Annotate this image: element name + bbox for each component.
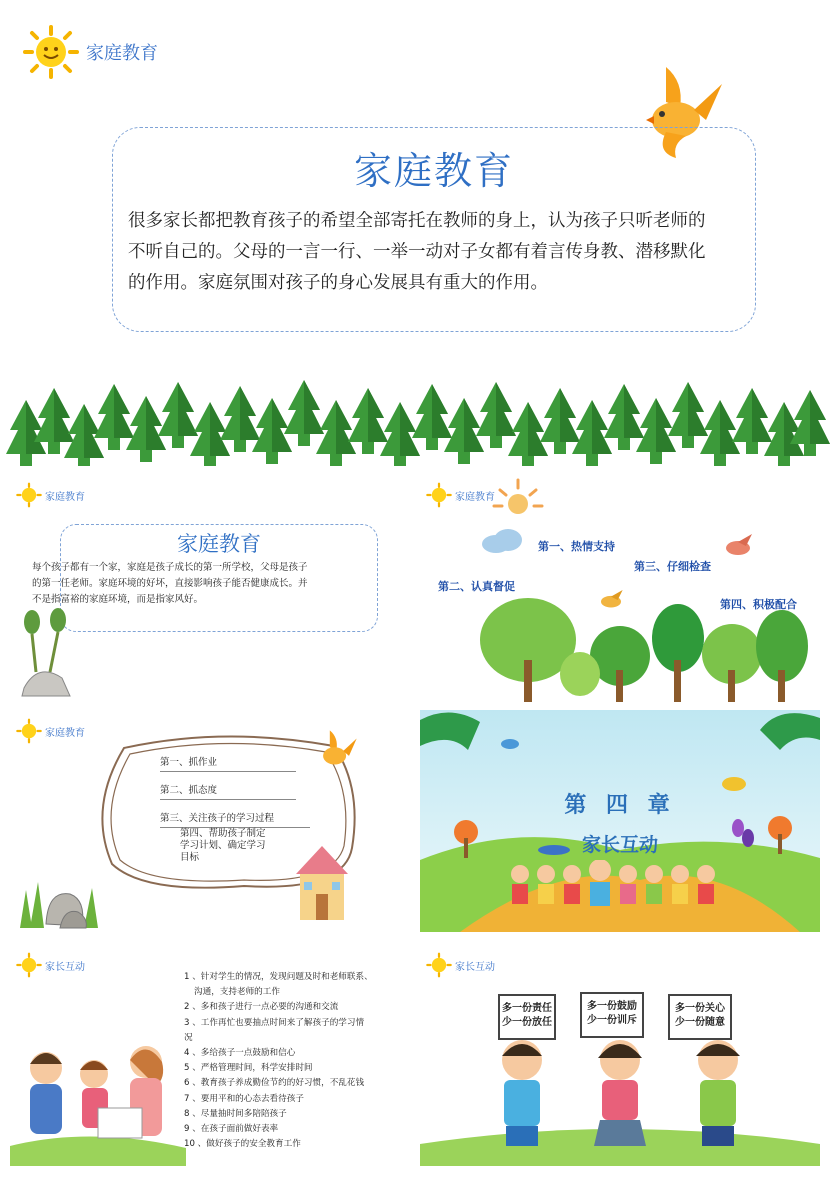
logo-text: 家庭教育 — [45, 727, 85, 739]
sign-3 — [668, 994, 732, 1040]
sun-icon — [22, 24, 80, 80]
logo-text: 家长互动 — [45, 961, 85, 973]
slide-parent-interaction-list — [10, 944, 407, 1166]
sign-line: 多一份关心 — [675, 1003, 725, 1014]
study-item-2: 第二、抓态度 — [160, 782, 296, 800]
sign-2 — [580, 992, 644, 1038]
study-item-4-line: 学习计划、确定学习 — [180, 840, 266, 851]
sign-line: 少一份训斥 — [587, 1015, 637, 1026]
bird-icon — [314, 728, 360, 776]
plant-rock-icon — [14, 592, 84, 702]
point-3: 第三、仔细检查 — [634, 560, 711, 573]
slide-logo — [16, 718, 85, 744]
study-item-4 — [180, 828, 266, 864]
advice-line: 6 、教育孩子养成勤俭节约的好习惯，不乱花钱 — [184, 1078, 365, 1089]
slide-title: 家庭教育 — [177, 532, 261, 556]
sun-icon — [426, 952, 452, 978]
main-body-line: 很多家长都把教育孩子的希望全部寄托在教师的身上，认为孩子只听老师的 — [128, 211, 706, 231]
chapter-title: 第 四 章 — [564, 793, 676, 818]
logo-text: 家庭教育 — [45, 491, 85, 503]
sun-icon — [16, 482, 42, 508]
body-line: 不是指富裕的家庭环境，而是指家风好。 — [32, 594, 204, 605]
study-item-4-line: 目标 — [180, 852, 200, 863]
main-logo — [22, 24, 158, 80]
sun-icon — [16, 718, 42, 744]
sign-line: 少一份放任 — [502, 1017, 552, 1028]
advice-line: 3 、工作再忙也要抽点时间来了解孩子的学习情 — [184, 1017, 365, 1028]
slide-body — [32, 560, 382, 608]
sign-line: 多一份鼓励 — [587, 1001, 637, 1012]
point-4: 第四、积极配合 — [720, 598, 797, 611]
slide-logo — [426, 952, 495, 978]
house-icon — [290, 840, 354, 924]
main-body-line: 不听自己的。父母的一言一行、一举一动对子女都有着言传身教、潜移默化 — [128, 242, 706, 262]
slide-logo — [426, 482, 495, 508]
logo-text: 家长互动 — [455, 961, 495, 973]
advice-line: 沟通，支持老师的工作 — [194, 987, 280, 998]
main-title: 家庭教育 — [353, 149, 514, 193]
kids-group-illustration — [506, 860, 736, 920]
study-item-3: 第三、关注孩子的学习过程 — [160, 810, 310, 828]
slide-family-education-intro — [10, 472, 407, 702]
rocks-grass-icon — [16, 860, 106, 930]
family-illustration — [10, 1038, 186, 1166]
advice-line: 况 — [184, 1032, 193, 1043]
sun-icon — [16, 952, 42, 978]
sign-1 — [498, 994, 556, 1040]
body-line: 的第一任老师。家庭环境的好坏，直接影响孩子能否健康成长。并 — [32, 578, 308, 589]
sign-line: 少一份随意 — [675, 1017, 725, 1028]
main-body — [128, 206, 748, 299]
advice-line: 8 、尽量抽时间多陪陪孩子 — [184, 1108, 287, 1119]
sun-rays-icon — [492, 476, 544, 524]
study-item-4-line: 第四、帮助孩子制定 — [180, 828, 266, 839]
advice-line: 1 、针对学生的情况，发现问题及时和老师联系、 — [184, 972, 373, 982]
slide-support-points — [420, 472, 820, 702]
slide-parent-interaction-signs — [420, 944, 820, 1166]
sign-line: 多一份责任 — [502, 1003, 552, 1014]
slide-logo — [16, 482, 85, 508]
slide-study-points — [10, 710, 407, 932]
main-slide — [0, 0, 830, 466]
slide-chapter-four — [420, 710, 820, 932]
advice-list — [184, 970, 404, 1152]
forest-illustration — [470, 590, 820, 702]
slide-logo — [16, 952, 85, 978]
logo-text: 家庭教育 — [86, 43, 158, 64]
bird-icon — [720, 532, 756, 560]
point-2: 第二、认真督促 — [438, 580, 515, 593]
advice-line: 5 、严格管理时间，科学安排时间 — [184, 1063, 313, 1074]
body-line: 每个孩子都有一个家，家庭是孩子成长的第一所学校，父母是孩子 — [32, 562, 308, 573]
cloud-icon — [480, 526, 526, 554]
chapter-subtitle: 家长互动 — [581, 834, 658, 856]
sun-icon — [426, 482, 452, 508]
logo-text: 家庭教育 — [455, 491, 495, 503]
study-item-1: 第一、抓作业 — [160, 754, 296, 772]
advice-line: 2 、多和孩子进行一点必要的沟通和交流 — [184, 1002, 339, 1013]
advice-line: 7 、要用平和的心态去看待孩子 — [184, 1093, 304, 1104]
main-body-line: 的作用。家庭氛围对孩子的身心发展具有重大的作用。 — [128, 273, 548, 293]
advice-line: 4 、多给孩子一点鼓励和信心 — [184, 1048, 296, 1059]
advice-line: 9 、在孩子面前做好表率 — [184, 1124, 279, 1135]
tree-row — [0, 378, 830, 466]
point-1: 第一、热情支持 — [538, 540, 615, 553]
advice-line: 10 、做好孩子的安全教育工作 — [184, 1139, 301, 1150]
